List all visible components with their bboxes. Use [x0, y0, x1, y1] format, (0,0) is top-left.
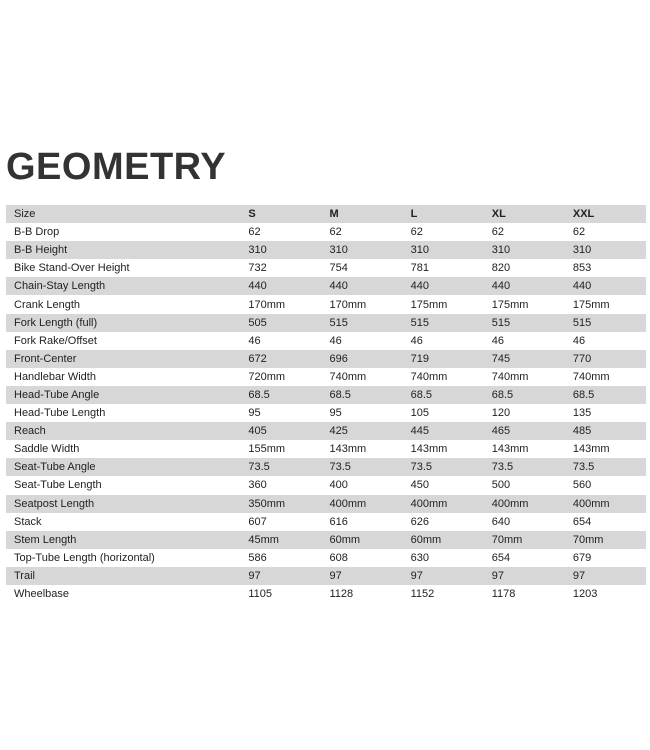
column-header-xxl: XXL: [572, 208, 595, 221]
table-cell: 73.5: [410, 461, 433, 474]
table-row: [6, 386, 646, 404]
table-cell: 143mm: [572, 443, 610, 456]
table-cell: 400mm: [329, 497, 367, 510]
column-header-m: M: [329, 208, 339, 221]
table-cell: 46: [248, 334, 261, 347]
row-label: Saddle Width: [14, 443, 80, 456]
row-label: Stack: [14, 515, 42, 528]
table-cell: 143mm: [329, 443, 367, 456]
column-header-s: S: [248, 208, 256, 221]
table-cell: 62: [410, 226, 423, 239]
table-cell: 68.5: [491, 388, 514, 401]
table-cell: 68.5: [410, 388, 433, 401]
table-row: [6, 259, 646, 277]
table-cell: 175mm: [572, 298, 610, 311]
table-cell: 62: [248, 226, 261, 239]
table-cell: 853: [572, 262, 592, 275]
row-label: Stem Length: [14, 533, 77, 546]
table-cell: 68.5: [329, 388, 351, 401]
table-cell: 73.5: [572, 461, 595, 474]
table-cell: 73.5: [329, 461, 351, 474]
table-cell: 515: [410, 316, 429, 329]
table-cell: 696: [329, 352, 348, 365]
table-cell: 73.5: [248, 461, 270, 474]
table-row: [6, 531, 646, 549]
table-cell: 440: [491, 280, 511, 293]
table-cell: 60mm: [410, 533, 442, 546]
table-cell: 754: [329, 262, 348, 275]
row-label: Chain-Stay Length: [14, 280, 106, 293]
table-cell: 46: [410, 334, 423, 347]
table-cell: 170mm: [248, 298, 286, 311]
column-header-size: Size: [14, 208, 36, 221]
table-cell: 485: [572, 425, 592, 438]
geometry-table: [6, 205, 646, 603]
table-row: [6, 404, 646, 422]
table-cell: 608: [329, 551, 348, 564]
table-cell: 400mm: [572, 497, 610, 510]
table-cell: 781: [410, 262, 429, 275]
table-cell: 440: [572, 280, 592, 293]
table-row: [6, 277, 646, 295]
table-cell: 405: [248, 425, 267, 438]
table-cell: 1128: [329, 588, 354, 601]
table-cell: 505: [248, 316, 267, 329]
row-label: Top-Tube Length (horizontal): [14, 551, 155, 564]
table-cell: 310: [410, 244, 429, 257]
table-cell: 97: [491, 569, 504, 582]
table-cell: 45mm: [248, 533, 279, 546]
table-cell: 440: [248, 280, 267, 293]
table-cell: 740mm: [572, 370, 610, 383]
table-cell: 350mm: [248, 497, 286, 510]
table-cell: 135: [572, 407, 592, 420]
table-row: [6, 241, 646, 259]
table-cell: 95: [248, 407, 261, 420]
row-label: Head-Tube Length: [14, 407, 106, 420]
row-label: Seat-Tube Length: [14, 479, 102, 492]
table-cell: 400mm: [410, 497, 448, 510]
row-label: Seat-Tube Angle: [14, 461, 96, 474]
table-cell: 745: [491, 352, 511, 365]
table-cell: 170mm: [329, 298, 367, 311]
table-cell: 607: [248, 515, 267, 528]
table-cell: 360: [248, 479, 267, 492]
table-cell: 515: [329, 316, 348, 329]
table-cell: 500: [491, 479, 511, 492]
table-cell: 70mm: [491, 533, 523, 546]
table-cell: 46: [329, 334, 342, 347]
table-cell: 97: [572, 569, 586, 582]
table-row: [6, 422, 646, 440]
table-row: [6, 295, 646, 313]
table-cell: 720mm: [248, 370, 286, 383]
table-cell: 560: [572, 479, 592, 492]
table-cell: 425: [329, 425, 348, 438]
table-cell: 616: [329, 515, 348, 528]
row-label: Handlebar Width: [14, 370, 96, 383]
row-label: Trail: [14, 569, 35, 582]
table-cell: 630: [410, 551, 429, 564]
table-cell: 1203: [572, 588, 598, 601]
page-title: GEOMETRY: [6, 146, 227, 188]
row-label: Reach: [14, 425, 46, 438]
table-cell: 310: [491, 244, 511, 257]
table-row: [6, 223, 646, 241]
table-cell: 46: [572, 334, 586, 347]
row-label: Wheelbase: [14, 588, 70, 601]
row-label: Bike Stand-Over Height: [14, 262, 130, 275]
table-row: [6, 567, 646, 585]
table-cell: 68.5: [572, 388, 595, 401]
table-cell: 60mm: [329, 533, 361, 546]
table-cell: 654: [491, 551, 511, 564]
row-label: Front-Center: [14, 352, 77, 365]
table-cell: 310: [572, 244, 592, 257]
table-cell: 73.5: [491, 461, 514, 474]
table-cell: 120: [491, 407, 511, 420]
table-cell: 654: [572, 515, 592, 528]
table-cell: 515: [572, 316, 592, 329]
column-header-l: L: [410, 208, 418, 221]
table-cell: 97: [248, 569, 261, 582]
table-cell: 586: [248, 551, 267, 564]
table-cell: 62: [329, 226, 342, 239]
table-cell: 310: [248, 244, 267, 257]
table-row: [6, 440, 646, 458]
table-cell: 105: [410, 407, 429, 420]
row-label: Crank Length: [14, 298, 81, 311]
table-cell: 400mm: [491, 497, 529, 510]
table-cell: 310: [329, 244, 348, 257]
table-cell: 450: [410, 479, 429, 492]
table-cell: 400: [329, 479, 348, 492]
table-row: [6, 314, 646, 332]
table-cell: 740mm: [491, 370, 529, 383]
table-cell: 1152: [410, 588, 435, 601]
table-cell: 175mm: [410, 298, 448, 311]
row-label: Head-Tube Angle: [14, 388, 100, 401]
table-cell: 770: [572, 352, 592, 365]
table-row: [6, 585, 646, 603]
table-cell: 97: [329, 569, 342, 582]
row-label: Seatpost Length: [14, 497, 95, 510]
table-cell: 515: [491, 316, 511, 329]
table-row: [6, 368, 646, 386]
table-row: [6, 549, 646, 567]
table-cell: 719: [410, 352, 429, 365]
table-cell: 97: [410, 569, 423, 582]
table-cell: 820: [491, 262, 511, 275]
table-cell: 1178: [491, 588, 516, 601]
table-cell: 62: [572, 226, 586, 239]
row-label: B-B Drop: [14, 226, 60, 239]
table-cell: 445: [410, 425, 429, 438]
table-cell: 440: [410, 280, 429, 293]
table-cell: 732: [248, 262, 267, 275]
table-cell: 143mm: [410, 443, 448, 456]
table-row: [6, 350, 646, 368]
table-row: [6, 476, 646, 494]
table-cell: 740mm: [410, 370, 448, 383]
table-cell: 68.5: [248, 388, 270, 401]
table-cell: 46: [491, 334, 504, 347]
table-cell: 62: [491, 226, 504, 239]
table-cell: 679: [572, 551, 592, 564]
table-cell: 175mm: [491, 298, 529, 311]
table-body: [6, 223, 646, 603]
table-cell: 70mm: [572, 533, 604, 546]
table-row: [6, 458, 646, 476]
table-cell: 155mm: [248, 443, 286, 456]
table-cell: 626: [410, 515, 429, 528]
row-label: Fork Rake/Offset: [14, 334, 97, 347]
table-cell: 143mm: [491, 443, 529, 456]
table-cell: 672: [248, 352, 267, 365]
table-cell: 465: [491, 425, 511, 438]
table-row: [6, 495, 646, 513]
table-cell: 95: [329, 407, 342, 420]
table-row: [6, 332, 646, 350]
table-cell: 740mm: [329, 370, 367, 383]
column-header-xl: XL: [491, 208, 506, 221]
row-label: B-B Height: [14, 244, 68, 257]
table-cell: 440: [329, 280, 348, 293]
table-cell: 1105: [248, 588, 273, 601]
row-label: Fork Length (full): [14, 316, 98, 329]
table-cell: 640: [491, 515, 511, 528]
table-header-row: [6, 205, 646, 223]
table-row: [6, 513, 646, 531]
